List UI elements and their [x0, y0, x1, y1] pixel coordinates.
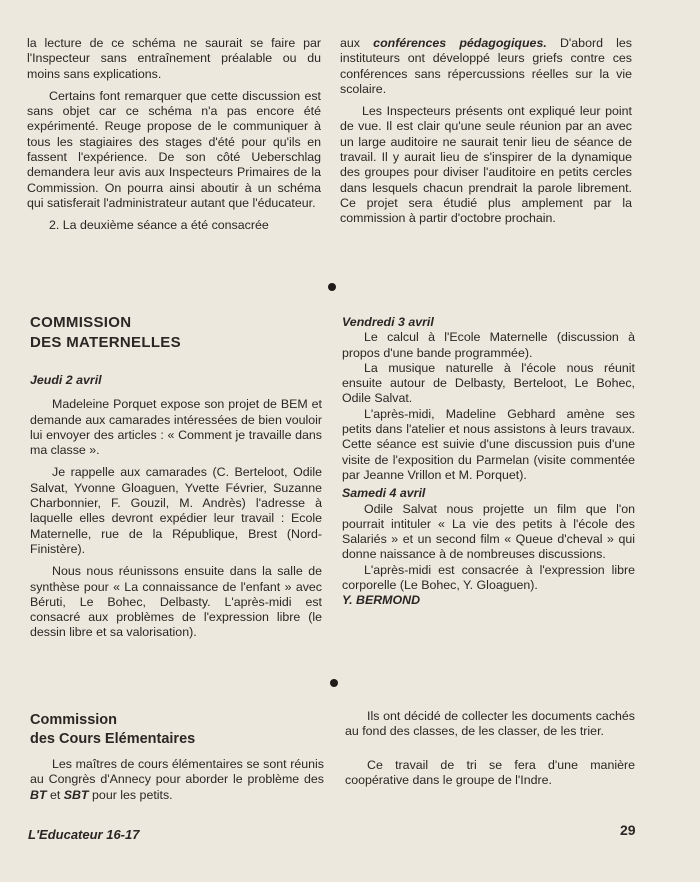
paragraph: L'après-midi est consacrée à l'expression libre corporelle (Le Bohec, Y. Gloaguen). — [342, 562, 635, 593]
top-right-column — [340, 36, 632, 227]
text: D'abord les instituteurs ont développé leurs griefs contre ces conférences sans répercussions réelles sur la vie scolaire. — [340, 36, 632, 96]
section-title: DES MATERNELLES — [30, 334, 181, 351]
paragraph: Certains font remarquer que cette discussion est sans objet car ce schéma n'a pas encore été expérimenté. Reuge propose de le communiquer à tous les stagiaires des stages d'été pour qu'ils en fassent l'expérience. De son côté Ueberschlag demandera leur avis aux Inspecteurs Primaires de la Commission. On pourra ainsi aboutir à un schéma qui satisferait l'administrateur autant que l'éducateur. — [27, 88, 321, 210]
date-heading: Samedi 4 avril — [342, 486, 426, 501]
text: aux — [340, 36, 360, 50]
paragraph: Je rappelle aux camarades (C. Berteloot, Odile Salvat, Yvonne Gloaguen, Yvette Février, Suzanne Charbonnier, F. Gouzil, M. Andrès) l'adresse à laquelle elles devront expédier leur travail : Ecole Maternelle, rue de la République, Brest (Nord-Finistère). — [30, 465, 322, 556]
maternelles-right-column — [342, 315, 635, 609]
paragraph: L'après-midi, Madeline Gebhard amène ses petits dans l'atelier et nous assistons à leurs travaux. Cette séance est suivie d'une discussion puis d'une visite de l'exposition du Parmelan (visite commentée par Jeanne Vrillon et M. Porquet). — [342, 406, 635, 482]
text: et — [49, 787, 61, 802]
page-number: 29 — [620, 822, 636, 838]
paragraph: la lecture de ce schéma ne saurait se faire par l'Inspecteur sans entraînement préalable ou du moins sans explications. — [27, 36, 321, 81]
elementaires-right-column — [345, 709, 635, 788]
journal-title: L'Educateur 16-17 — [28, 827, 140, 842]
paragraph: 2. La deuxième séance a été consacrée — [49, 218, 269, 233]
elementaires-left-column — [30, 711, 324, 803]
separator-bullet — [328, 283, 336, 291]
date-heading: Vendredi 3 avril — [342, 315, 434, 329]
emphasis-text: SBT — [63, 787, 89, 802]
paragraph: Madeleine Porquet expose son projet de BEM et demande aux camarades intéressées de bien vouloir lui envoyer des articles : « Comment je travaille dans ma classe ». — [30, 397, 322, 458]
section-title: des Cours Elémentaires — [30, 731, 196, 747]
paragraph: Ce travail de tri se fera d'une manière coopérative dans le groupe de l'Indre. — [345, 757, 635, 787]
top-left-column — [27, 36, 321, 234]
paragraph — [30, 757, 324, 803]
paragraph: Les Inspecteurs présents ont expliqué leur point de vue. Il est clair qu'une seule réunion par an avec un large auditoire ne saurait tenir lieu de séance de travail. Il y aurait lieu de s'inspirer de la dynamique des groupes pour diviser l'auditoire en petits cercles dans lesquels chacun prendrait la parole librement. Ce projet sera étudié plus amplement par la commission à partir d'octobre prochain. — [340, 104, 632, 226]
emphasis-text: conférences pédagogiques. — [373, 36, 547, 50]
section-title: COMMISSION — [30, 314, 132, 331]
section-title: Commission — [30, 712, 118, 728]
text: pour les petits. — [92, 787, 173, 802]
paragraph: Ils ont décidé de collecter les documents cachés au fond des classes, de les classer, de les trier. — [345, 709, 635, 739]
date-heading: Jeudi 2 avril — [30, 373, 102, 387]
text: Les maîtres de cours élémentaires se sont réunis au Congrès d'Annecy pour aborder le problème des — [30, 757, 324, 787]
paragraph: La musique naturelle à l'école nous réunit ensuite autour de Delbasty, Berteloot, Le Bohec, Odile Salvat. — [342, 360, 635, 406]
emphasis-text: BT — [30, 787, 47, 802]
separator-bullet — [330, 679, 338, 687]
maternelles-left-column — [30, 313, 322, 641]
paragraph: Nous nous réunissons ensuite dans la salle de synthèse pour « La connaissance de l'enfant » avec Béruti, Le Bohec, Delbasty. L'après-midi est consacré aux problèmes de l'expression libre (le dessin libre et sa valorisation). — [30, 564, 322, 640]
signature: Y. BERMOND — [342, 593, 421, 608]
paragraph: Le calcul à l'Ecole Maternelle (discussion à propos d'une bande programmée). — [342, 330, 635, 360]
paragraph: Odile Salvat nous projette un film que l'on pourrait intituler « La vie des petits à l'école des Salariés » et un second film « Queue d'cheval » qui donne naissance à de nombreuses discussions. — [342, 501, 635, 562]
paragraph — [340, 36, 632, 97]
